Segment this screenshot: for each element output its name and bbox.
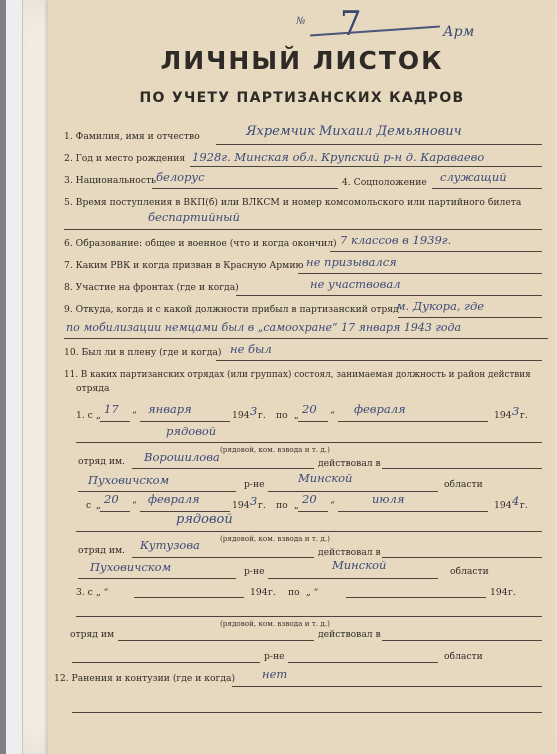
field-1-label: 1. Фамилия, имя и отчество	[64, 131, 200, 142]
field-1-value: Яхремчик Михаил Демьянович	[246, 124, 462, 139]
entry-2-month-to: июля	[372, 492, 405, 506]
entry-1-to: по	[276, 410, 288, 421]
field-11-label-b: отряда	[76, 383, 110, 394]
field-3-value: белорус	[156, 170, 205, 184]
field-9-label: 9. Откуда, когда и с какой должности прибыл в партизанский отряд	[64, 304, 399, 315]
scan-background	[6, 0, 557, 754]
archive-stroke	[310, 25, 440, 36]
field-5-label: 5. Время поступления в ВКП(б) или ВЛКСМ и номер комсомольского или партийного билета	[64, 197, 522, 208]
field-8-line	[236, 295, 542, 296]
entry-1-region-label: области	[444, 479, 483, 490]
entry-3-otryad-line	[118, 640, 314, 641]
entry-3-year-to-prefix: 194	[490, 587, 508, 598]
entry-2-region-label: области	[450, 566, 489, 577]
entry-3-num: 3. с	[76, 587, 93, 598]
entry-3-position-line	[76, 616, 542, 617]
field-6-value: 7 классов в 1939г.	[340, 233, 452, 247]
entry-1-region-line	[268, 491, 438, 492]
entry-1-year-to-prefix: 194	[494, 410, 512, 421]
entry-2-region-line	[268, 578, 438, 579]
entry-3-otryad-label: отряд им	[70, 629, 115, 640]
field-3-label: 3. Национальность	[64, 175, 157, 186]
entry-3-rne: р-не	[264, 651, 285, 662]
entry-3-month-from-line	[134, 597, 244, 598]
field-2-value: 1928г. Минская обл. Крупский р-н д. Караваево	[192, 150, 485, 164]
field-7-label: 7. Каким РВК и когда призван в Красную Армию	[64, 260, 304, 271]
entry-3-acted-label: действовал в	[318, 629, 381, 640]
document-page: № 7 Арм ЛИЧНЫЙ ЛИСТОК ПО УЧЕТУ ПАРТИЗАНСКИХ КАДРОВ 1. Фамилия, имя и отчество Яхремчик Михаил Демьянович 2. Год и место рождения 1928г. Минская обл. Крупский р-н д. Караваево 3. Национальность белорус 4. Соцположение служащий 5. Время поступления в ВКП(б) или ВЛКСМ и номер комсомольского или партийного билета беспартийный 6. Образование: общее и военное (что и когда окончил) 7 классов в 1939г. 7. Каким РВК и когда призван в Красную Армию не призывался 8. Участие на фронтах (где и когда) не участвовал 9. Откуда, когда и с какой должности прибыл в партизанский отряд м. Дукора, где по мобилизации немцами был в „самоохране“ 17 января 1943 года 10. Был ли в плену (где и когда) не был 11. В каких партизанских отрядах (или группах) состоял, занимаемая должность и район действия отряда 1. с „ 17 “ января 194 3 г. по „ 20 “ февраля 194 3 г. рядовой (рядовой, ком. взвода и т. д.) отряд им. Ворошилова действовал в Пуховичском р-не Минской области с „ 20 “ февраля 194 3 г. по „ 20 “ июля 194 4 г. рядовой (рядовой, ком. взвода и т. д.) отряд им. Кутузова действовал в Пуховичском р-не Минской области 3. с „ “ 194 г. по „ “ 194 г. (рядовой, ком. взвода и т. д.) отряд им действовал в р-не области 12. Ранения и контузии (где и когда) нет	[48, 0, 556, 754]
entry-2-district: Пуховичском	[90, 560, 172, 574]
entry-2-to: по	[276, 500, 288, 511]
archive-mark: Арм	[443, 24, 475, 40]
field-10-line	[216, 360, 542, 361]
field-6-label: 6. Образование: общее и военное (что и когда окончил)	[64, 238, 337, 249]
field-2-line	[190, 166, 542, 167]
entry-1-day-from-line	[100, 421, 130, 422]
entry-1-month-to: февраля	[354, 402, 406, 416]
field-12-value: нет	[262, 667, 288, 681]
entry-1-day-to: 20	[302, 402, 317, 416]
entry-3-month-to-line	[346, 597, 486, 598]
entry-1-acted-label: действовал в	[318, 458, 381, 469]
field-3-line	[152, 188, 338, 189]
field-12-label: 12. Ранения и контузии (где и когда)	[54, 673, 236, 684]
entry-1-year-from-prefix: 194	[232, 410, 250, 421]
field-12-line	[232, 686, 542, 687]
field-8-value: не участвовал	[310, 277, 401, 291]
entry-1-year-to: 3	[512, 404, 520, 418]
entry-2-day-to-line	[298, 511, 328, 512]
entry-1-acted-line	[382, 468, 542, 469]
field-11-label: 11. В каких партизанских отрядах (или группах) состоял, занимаемая должность и район действия	[64, 370, 531, 380]
entry-3-acted-line	[382, 640, 542, 641]
field-1-line	[216, 144, 542, 145]
field-4-line	[432, 188, 542, 189]
entry-3-region-line	[288, 662, 438, 663]
entry-3-position-hint: (рядовой, ком. взвода и т. д.)	[220, 619, 330, 628]
field-10-value: не был	[230, 342, 272, 356]
entry-2-year-to: 4	[512, 494, 520, 508]
field-9-value-a: м. Дукора, где	[396, 299, 485, 313]
entry-1-rne: р-не	[244, 479, 265, 490]
entry-1-otryad-line	[132, 468, 314, 469]
entry-2-position-line	[76, 531, 542, 532]
field-6-line	[330, 251, 542, 252]
entry-1-day-from: 17	[104, 402, 119, 416]
field-5-line	[64, 229, 542, 230]
entry-2-region: Минской	[332, 558, 387, 572]
field-8-label: 8. Участие на фронтах (где и когда)	[64, 282, 239, 293]
field-9-line-b	[64, 338, 548, 339]
entry-2-otryad-label: отряд им.	[78, 545, 126, 556]
entry-2-num: с	[86, 500, 92, 511]
entry-2-position-hint: (рядовой, ком. взвода и т. д.)	[220, 534, 330, 543]
field-9-line-a	[398, 317, 542, 318]
entry-2-year-from: 3	[250, 494, 258, 508]
entry-2-day-from: 20	[104, 492, 119, 506]
entry-3-to: по	[288, 587, 300, 598]
field-12-line-2	[72, 712, 542, 713]
entry-1-position-hint: (рядовой, ком. взвода и т. д.)	[220, 445, 330, 454]
entry-1-district: Пуховичском	[88, 473, 170, 487]
entry-2-month-from: февраля	[148, 492, 200, 506]
entry-2-district-line	[78, 578, 236, 579]
entry-1-position-line	[76, 442, 542, 443]
entry-1-position: рядовой	[166, 424, 217, 438]
entry-3-day-to: „ “	[306, 587, 319, 598]
field-10-label: 10. Был ли в плену (где и когда)	[64, 347, 222, 358]
left-page-edge	[6, 0, 23, 754]
entry-1-otryad-label: отряд им.	[78, 456, 126, 467]
entry-1-region: Минской	[298, 471, 353, 485]
entry-3-year-from-prefix: 194	[250, 587, 268, 598]
entry-1-month-to-line	[338, 421, 488, 422]
page-subtitle: ПО УЧЕТУ ПАРТИЗАНСКИХ КАДРОВ	[139, 90, 465, 106]
entry-2-acted-label: действовал в	[318, 547, 381, 558]
entry-2-day-to: 20	[302, 492, 317, 506]
page-title: ЛИЧНЫЙ ЛИСТОК	[160, 46, 444, 75]
entry-2-acted-line	[382, 557, 542, 558]
entry-2-rne: р-не	[244, 566, 265, 577]
field-9-value-b: по мобилизации немцами был в „самоохране“ 17 января 1943 года	[66, 321, 462, 334]
field-4-label: 4. Соцположение	[342, 177, 427, 188]
field-7-value: не призывался	[306, 255, 397, 269]
entry-2-month-to-line	[338, 511, 488, 512]
field-2-label: 2. Год и место рождения	[64, 153, 186, 164]
entry-1-month-from: января	[148, 402, 192, 416]
entry-1-num: 1. с	[76, 410, 93, 421]
entry-2-day-from-line	[100, 511, 130, 512]
entry-3-region-label: области	[444, 651, 483, 662]
entry-2-otryad-line	[132, 557, 314, 558]
field-4-value: служащий	[440, 170, 507, 184]
number-mark: №	[296, 16, 306, 27]
archive-number: 7	[340, 4, 362, 44]
entry-1-otryad: Ворошилова	[144, 450, 220, 464]
entry-1-day-to-line	[298, 421, 328, 422]
entry-2-otryad: Кутузова	[140, 538, 200, 552]
entry-3-district-line	[72, 662, 260, 663]
field-5-value: беспартийный	[148, 210, 240, 224]
entry-3-day-from: „ “	[96, 587, 109, 598]
entry-2-position: рядовой	[176, 512, 233, 527]
field-7-line	[298, 273, 542, 274]
entry-1-month-from-line	[140, 421, 230, 422]
entry-1-year-from: 3	[250, 404, 258, 418]
entry-2-year-to-prefix: 194	[494, 500, 512, 511]
entry-2-year-from-prefix: 194	[232, 500, 250, 511]
